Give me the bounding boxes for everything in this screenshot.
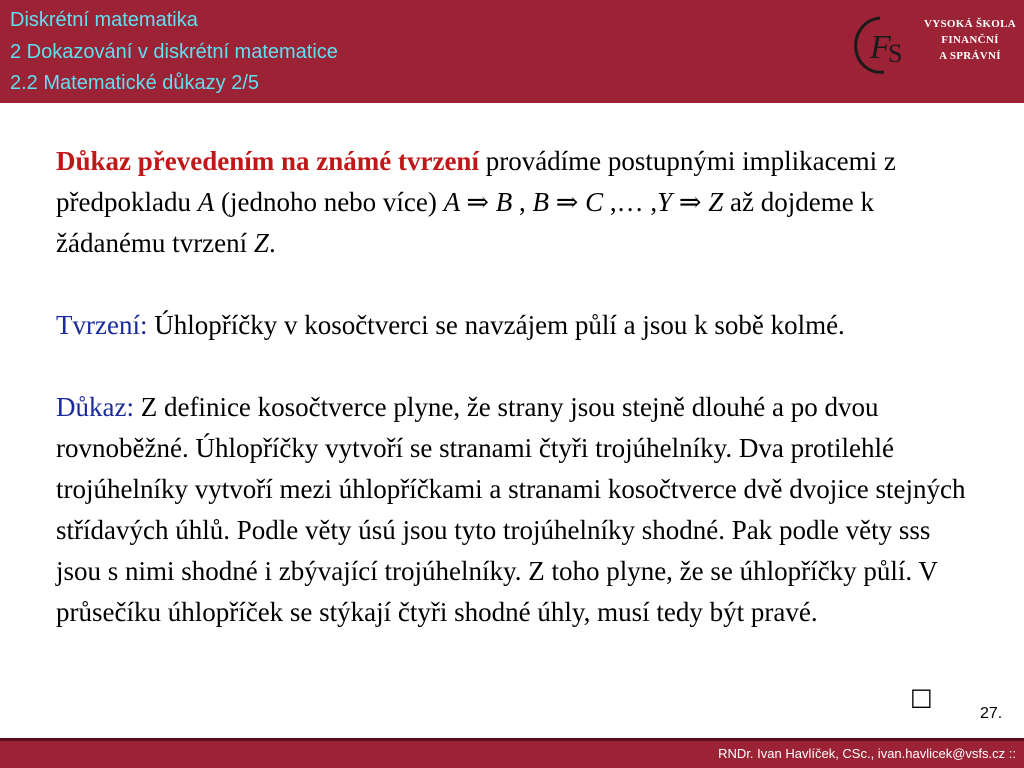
school-logo-monogram [852,12,918,78]
method-text-1: provádíme postupnými implikacemi z předpokladu [56,146,896,217]
proof-paragraph [56,387,976,633]
claim-text: Úhlopříčky v kosočtverci se navzájem půlí a jsou k sobě kolmé. [147,310,845,340]
qed-symbol: □ [910,683,933,711]
method-heading: Důkaz převedením na známé tvrzení [56,146,479,176]
method-text-2: (jednoho nebo více) [214,187,444,217]
method-text-4: ,… , [603,187,658,217]
logo-line-3: A SPRÁVNÍ [939,50,1001,62]
claim-paragraph [56,305,976,346]
page-number: 27. [980,705,1003,722]
course-title: Diskrétní matematika [10,9,198,31]
section-title: 2.2 Matematické důkazy 2/5 [10,72,260,94]
implication-2: B ⇒ C [532,187,604,217]
var-z: Z [253,228,269,258]
proof-text: Z definice kosočtverce plyne, že strany jsou stejně dlouhé a po dvou rovnoběžné. Úhlopříčky vytvoří se stranami čtyři trojúhelníky. Dva protilehlé trojúhelníky vytvoří mezi úhlopříčkami a stranami kosočtverce dvě dvojice stejných střídavých úhlů. Podle věty úsú jsou tyto trojúhelníky shodné. Pak podle věty sss jsou s nimi shodné i zbývající trojúhelníky. Z toho plyne, že se úhlopříčky půlí. V průsečíku úhlopříček se stýkají čtyři shodné úhly, musí tedy být pravé. [56,392,966,627]
chapter-title: 2 Dokazování v diskrétní matematice [10,41,338,63]
school-logo [852,12,1022,78]
claim-label: Tvrzení: [56,310,148,340]
svg-text:S: S [888,39,903,68]
logo-line-1: VYSOKÁ ŠKOLA [924,18,1016,30]
svg-text:F: F [870,29,891,66]
header-bar [0,0,1024,103]
method-text-6: . [268,228,276,258]
var-a: A [197,187,215,217]
logo-line-2: FINANČNÍ [941,34,999,46]
proof-label: Důkaz: [56,392,134,422]
footer-bar [0,738,1024,768]
footer-divider [0,738,1024,741]
implication-1: A ⇒ B [443,187,513,217]
method-paragraph [56,141,976,264]
method-text-5: až dojdeme k žádanému tvrzení [56,187,874,258]
author-contact: RNDr. Ivan Havlíček, CSc., ivan.havlicek@vsfs.cz :: [718,746,1016,761]
method-text-3: , [512,187,533,217]
implication-3: Y ⇒ Z [657,187,724,217]
